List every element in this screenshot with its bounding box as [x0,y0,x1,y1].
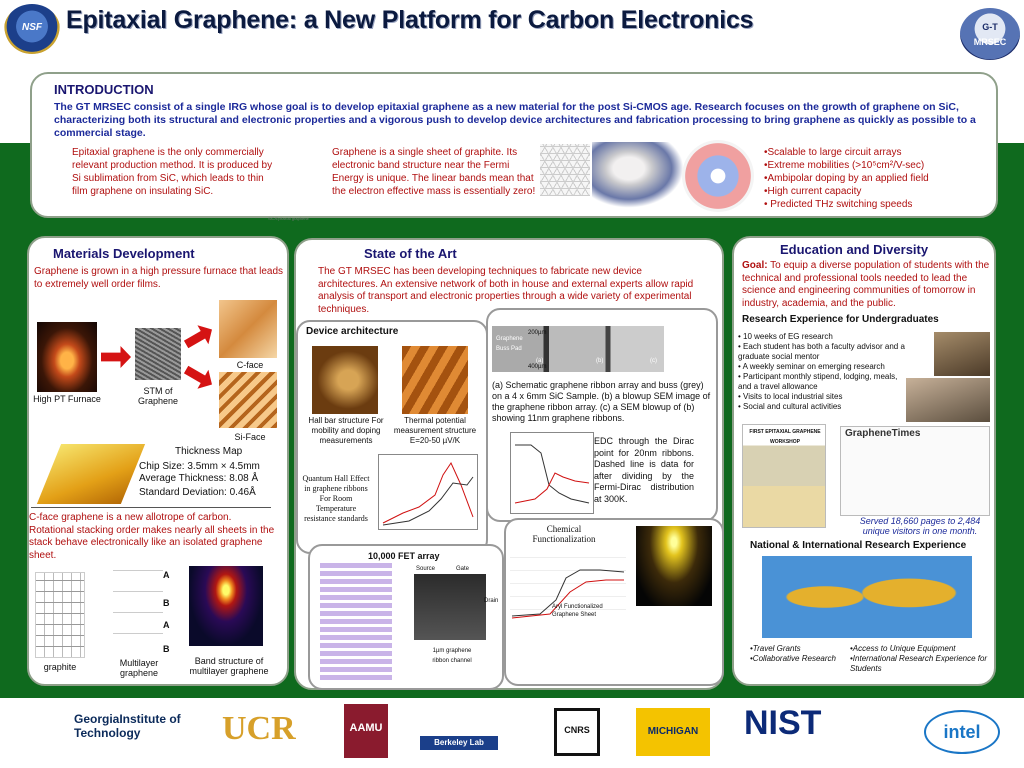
scale-400um: 400µm [528,364,547,370]
drain-label: Drain [484,598,499,604]
standard-deviation: Standard Deviation: 0.46Å [139,487,256,498]
c-face-label: C-face [236,360,264,370]
dirac-cone-image [682,140,754,212]
chem-legend-aryl: Aryl Functionalized [552,604,603,610]
gate-label: Gate [456,566,470,572]
state-intro-text: The GT MRSEC has been developing techniques to fabricate new device architectures. An extensive network of both in house and external experts allow rapid analysis of transport and electronic properties through a wide variety of experimental techniques. [318,266,694,315]
qhe-black-trace [383,477,473,525]
state-heading: State of the Art [364,246,457,261]
edc-plot [510,432,594,514]
c-face-description: C-face graphene is a new allotrope of carbon. Rotational stacking order makes nearly all sheets in the stack behave electronically like an isolated graphene sheet. [29,512,275,561]
reu-bullet: • 10 weeks of EG research [738,332,833,341]
average-thickness: Average Thickness: 8.08 Å [139,473,259,484]
fet-array-heading: 10,000 FET array [368,551,440,561]
advantage-item: •Extreme mobilities (>10⁵cm²/V-sec) [764,160,925,171]
collaborative-research-item: •Collaborative Research [750,654,836,663]
stm-image [135,328,181,380]
international-experience-item: •International Research Experience for Students [850,654,988,673]
band-structure-3d-image [592,142,684,208]
chip-size: Chip Size: 3.5mm × 4.5mm [139,461,260,472]
goal-paragraph [742,260,992,310]
workshop-flyer [742,424,826,528]
intro-graphene-text: Graphene is a single sheet of graphite. Its electronic band structure near the Fermi Energy is unique. The linear bands mean that the electron effective mass is essentially zero! [332,147,536,197]
qhe-plot-svg [379,455,477,529]
device-architecture-heading: Device architecture [306,326,399,337]
materials-development-panel [27,236,289,686]
edc-description: EDC through the Dirac point for 20nm ribbons. Dashed line is data for after dividing by the Fermi-Dirac distribution at 300K. [594,436,694,504]
stm-label: STM of Graphene [137,386,179,406]
graphene-times-title: GrapheneTimes [845,428,921,439]
advantage-item: •High current capacity [764,186,862,197]
stack-label-a: A [163,620,170,630]
hexagonal-lattice-image [540,144,590,196]
travel-grants-item: •Travel Grants [750,644,801,653]
si-face-label: Si-Face [234,432,266,442]
group-photo [906,378,990,422]
advantage-item: •Scalable to large circuit arrays [764,147,902,158]
hall-bar-label: Hall bar structure For mobility and doping measurements [308,416,384,445]
thermal-structure-image [402,346,468,414]
thermal-label: Thermal potential measurement structure E=20-50 µV/K [393,416,477,445]
arpes-image [636,526,712,606]
chem-legend-sheet: Graphene Sheet [552,612,597,618]
hall-bar-image [312,346,378,414]
sem-caption: (a) Schematic graphene ribbon array and buss (grey) on a 4 x 6mm SiC Sample. (b) a blowup SEM image of the graphene ribbon array. (c) a SEM blowup of (b) showing 11nm graphene ribbons. [492,380,711,423]
graphene-times-page [840,426,990,516]
served-pages-text: Served 18,660 pages to 2,484 unique visitors in one month. [859,516,981,536]
fet-channel-caption: 1µm graphene ribbon channel [432,648,472,664]
fet-array-image [320,562,392,680]
reu-bullet: • Social and cultural activities [738,402,842,411]
poster-title: Epitaxial Graphene: a New Platform for Carbon Electronics [66,6,754,34]
georgia-tech-logo: GeorgiaInstitute of Technology [74,712,181,740]
materials-heading: Materials Development [53,246,195,261]
travel-bullets [750,644,836,664]
michigan-logo: MICHIGAN [636,708,710,756]
thickness-map-image [37,444,145,504]
si-face-image [219,372,277,428]
reu-heading: Research Experience for Undergraduates [742,314,939,325]
sem-label-b: (b) [596,358,604,364]
furnace-label: High PT Furnace [33,394,101,404]
chemical-heading: Chemical Functionalization [532,524,596,544]
sem-label-a: (a) [536,358,544,364]
buss-pad-label: Buss Pad [496,346,522,352]
thickness-map-title: Thickness Map [175,446,243,457]
reu-bullet: • Visits to local industrial sites [738,392,843,401]
fet-micrograph [414,574,486,640]
education-heading: Education and Diversity [780,242,929,257]
qhe-label: Quantum Hall Effect in graphene ribbons For Room Temperature resistance standards [302,474,370,523]
goal-text: To equip a diverse population of students with the technical and professional tools needed to lead the science and engineering communities of tomorrow in industry, academia, and the public. [742,260,990,309]
workshop-title: FIRST EPITAXIAL GRAPHENE WORKSHOP [749,429,821,445]
introduction-panel [30,72,998,221]
mrsec-logo: G-T MRSEC [960,8,1020,60]
materials-intro-text: Graphene is grown in a high pressure furnace that leads to extremely well order films. [34,266,284,290]
stack-label-b: B [163,598,170,608]
introduction-paragraph: The GT MRSEC consist of a single IRG whose goal is to develop epitaxial graphene as a new material for the post Si-CMOS age. Research focuses on the growth of graphene on SiC, characterizing both its structural and electronic properties and a vigorous push to develop device architectures and fabrication processing to bring graphene as quickly as possible to a commercial stage. [54,101,976,139]
c-face-image [219,300,277,358]
intro-advantages-list [764,146,984,211]
state-of-the-art-panel [294,238,724,690]
source-label: Source [416,566,436,572]
ucr-logo: UCR [222,710,296,747]
band-structure-image [189,566,263,646]
edc-black-trace [515,445,589,503]
education-diversity-panel [732,236,996,686]
footer-logo-strip [0,698,1024,768]
edc-plot-svg [511,433,593,513]
reu-bullet: • Participant monthly stipend, lodging, meals, and a travel allowance [738,372,898,391]
nist-logo: NIST [744,704,822,742]
reu-bullet: • Each student has both a faculty advisor and a graduate social mentor [738,342,905,361]
intro-epitaxial-text: Epitaxial graphene is the only commercially relevant production method. It is produced by Si sublimation from SiC, which leads to thin film graphene on insulating SiC. [72,147,273,197]
scale-200um: 200µm [528,330,547,336]
advantage-item: •Ambipolar doping by an applied field [764,173,929,184]
goal-label: Goal: [742,260,768,271]
introduction-heading: INTRODUCTION [54,82,154,97]
nsf-logo: NSF [4,4,60,54]
multilayer-graphene-image [113,566,163,654]
cnrs-logo: CNRS [554,708,600,756]
graphite-structure-image [35,572,85,658]
multilayer-label: Multilayer graphene [119,658,159,678]
berkeley-lab-logo: Berkeley Lab [420,736,498,750]
students-photo [934,332,990,376]
arrow-up-icon [181,320,218,354]
sem-label-c: (c) [650,358,657,364]
intel-logo: intel [924,710,1000,754]
divider [31,507,271,508]
stack-label-b: B [163,644,170,654]
intl-heading: National & International Research Experience [750,540,967,551]
graphene-label: Graphene [496,336,523,342]
advantage-item: • Predicted THz switching speeds [764,199,913,210]
world-map [762,556,972,638]
graphite-label: graphite [43,662,77,672]
qhe-plot [378,454,478,530]
stack-label-a: A [163,570,170,580]
band-structure-label: Band structure of multilayer graphene [189,656,269,676]
arrow-icon [101,346,131,368]
qhe-red-trace [383,463,473,523]
reu-bullet-list [738,332,910,412]
sem-image [492,326,664,372]
reu-bullet: • A weekly seminar on emerging research [738,362,885,371]
equipment-bullets [850,644,992,674]
intro-tiny-caption: SiC/Epitaxial graphene [268,216,309,221]
unique-equipment-item: •Access to Unique Equipment [850,644,956,653]
furnace-photo [37,322,97,392]
aamu-logo: AAMU [344,704,388,758]
